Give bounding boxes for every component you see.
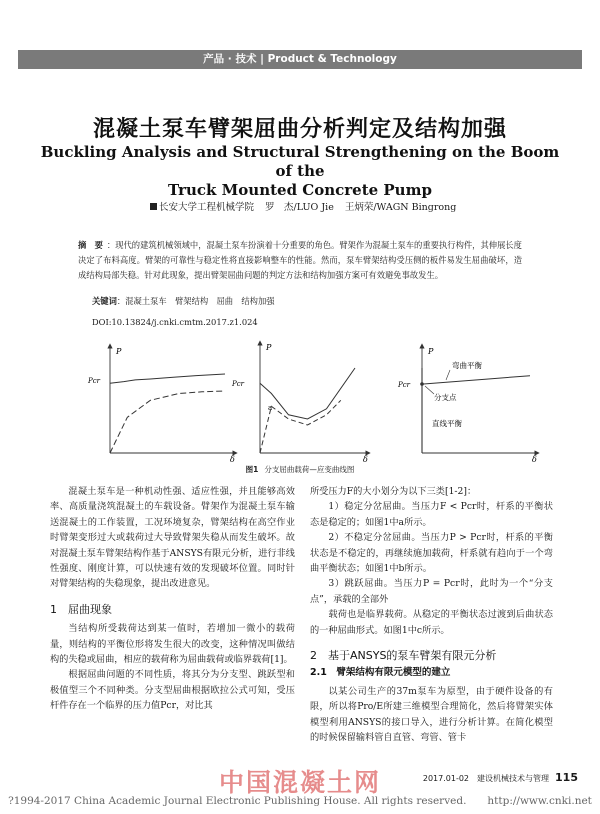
- section-heading-2-1: 2.1 臂架结构有限元模型的建立: [310, 667, 451, 679]
- bullet-square-icon: [150, 203, 157, 210]
- leader-bend: [446, 370, 450, 380]
- body-left-column: [50, 484, 295, 714]
- panel-a: [87, 346, 235, 464]
- list-item: 2）不稳定分岔屈曲。当压力P > Pcr时，杆系的平衡状态是不稳定的，再继续施加载荷，杆系就有趋向于一个弯曲平衡状态；如图1中b所示。: [310, 532, 553, 575]
- paragraph: 以某公司生产的37m泵车为原型，由于硬件设备的有限，所以将Pro/E所建三维模型合理简化，然后将臂架实体模型利用ANSYS的接口导入，进行分析计算。在简化模型的时候保留输料管自直管、弯管、管卡: [310, 685, 553, 744]
- axis-y-label-a: P: [116, 347, 122, 356]
- label-a-point: a: [268, 404, 273, 412]
- pcr-label-a: Pcr: [88, 377, 100, 385]
- body-right-column: [310, 484, 553, 746]
- watermark-logo: 中国混凝土网: [218, 768, 381, 797]
- doi: DOI:10.13824/j.cnki.cmtm.2017.z1.024: [92, 317, 258, 327]
- axis-x-label-a: δ: [230, 455, 235, 464]
- panel-b: [231, 343, 368, 464]
- axis-y-label-c: P: [428, 347, 434, 356]
- affiliation: 长安大学工程机械学院: [159, 202, 255, 213]
- author-1: 罗 杰/LUO Jie: [265, 202, 334, 213]
- section-banner: 产品 · 技术 | Product & Technology: [18, 50, 582, 69]
- title-english: [30, 143, 570, 200]
- figure-1: [80, 338, 537, 466]
- paragraph: 当结构所受载荷达到某一值时，若增加一微小的载荷量，则结构的平衡位形将发生很大的改变，这种情况叫做结构的失稳或屈曲，相应的载荷称为屈曲载荷或临界载荷[1]。: [50, 623, 295, 666]
- paragraph: 混凝土泵车是一种机动性强、适应性强，并且能够高效率、高质量浇筑混凝土的车载设备。臂架作为混凝土泵车输送混凝土的工作装置，工况环境复杂，臂架结构在高空作业时臂架变形过大或载荷过大导致臂架失稳从而发生破坏。故对混凝土泵车臂架结构作基于ANSYS有限元分析，进行非线性强度、刚度计算，可以快速有效的发现破坏位置。同时针对臂架结构的失稳现象，提出改进意见。: [50, 486, 295, 590]
- label-branch: 分支点: [434, 393, 457, 402]
- axis-x-label-c: δ: [532, 455, 537, 464]
- abstract-text: ：现代的建筑机械领域中，混凝土泵车扮演着十分重要的角色。臂架作为混凝土泵车的重要执行构件，其伸展长度决定了布料高度。臂架的可靠性与稳定性将直接影响整车的性能。然而，泵车臂架结构受压侧的板件易发生屈曲破坏，造成结构局部失稳。针对此现象，提出臂架屈曲问题的判定方法和结构加强方案可有效避免事故发生。: [78, 240, 522, 280]
- leader-branch: [425, 386, 434, 394]
- abstract: [78, 238, 522, 283]
- keywords: [92, 295, 275, 307]
- panel-c: [397, 346, 537, 464]
- series-a-ideal: [110, 374, 225, 383]
- journal-name: 2017.01-02 建设机械技术与管理: [422, 774, 550, 783]
- series-b-ideal: [260, 368, 355, 419]
- abstract-label: 摘 要: [78, 240, 103, 250]
- keywords-text: ：混凝土泵车 臂架结构 屈曲 结构加强: [116, 296, 275, 306]
- axis-y-label-b: P: [266, 343, 272, 352]
- figure-caption-text: 分支屈曲载荷—应变曲线图: [264, 465, 355, 474]
- label-straight: 直线平衡: [432, 419, 462, 428]
- page-footer: [423, 771, 578, 784]
- list-item: 3）跳跃屈曲。当压力P = Pcr时，此时为一个“分支点”，承载的全部外: [310, 578, 553, 605]
- section-heading-2: 2 基于ANSYS的泵车臂架有限元分析: [310, 649, 497, 663]
- title-chinese: 混凝土泵车臂架屈曲分析判定及结构加强: [92, 117, 507, 142]
- pcr-label-c: Pcr: [398, 381, 410, 389]
- series-a-imperfect: [110, 391, 225, 453]
- title-english-line1: Buckling Analysis and Structural Strengthening on the Boom of the: [40, 143, 560, 180]
- pcr-label-b: Pcr: [232, 380, 244, 388]
- list-item: 1）稳定分岔屈曲。当压力F < Pcr时，杆系的平衡状态是稳定的；如图1中a所示。: [310, 501, 553, 528]
- keywords-label: 关键词: [92, 296, 117, 306]
- paragraph: 所受压力F的大小划分为以下三类[1-2]：: [310, 486, 477, 497]
- series-c-bend: [422, 376, 530, 384]
- figure-caption: [0, 464, 600, 475]
- author-line: [150, 199, 456, 213]
- axis-x-label-b: δ: [363, 455, 368, 464]
- title-english-line2: Truck Mounted Concrete Pump: [168, 181, 432, 199]
- copyright-line: ?1994-2017 China Academic Journal Electronic Publishing House. All rights reserved. http://www.cnki.net: [8, 795, 592, 807]
- paragraph: 根据屈曲问题的不同性质，将其分为分支型、跳跃型和极值型三个不同种类。分支型屈曲根据欧拉公式可知，受压杆件存在一个临界的压力值Pcr，对比其: [50, 669, 295, 712]
- author-2: 王炳荣/WAGN Bingrong: [344, 202, 457, 213]
- section-heading-1: 1 屈曲现象: [50, 602, 112, 616]
- paragraph: 载荷也是临界载荷。从稳定的平衡状态过渡到后曲状态的一种屈曲形式。如图1中c所示。: [310, 609, 553, 636]
- figure-number: 图1: [245, 465, 259, 474]
- page-number: 115: [555, 771, 578, 784]
- label-bend: 弯曲平衡: [452, 361, 482, 370]
